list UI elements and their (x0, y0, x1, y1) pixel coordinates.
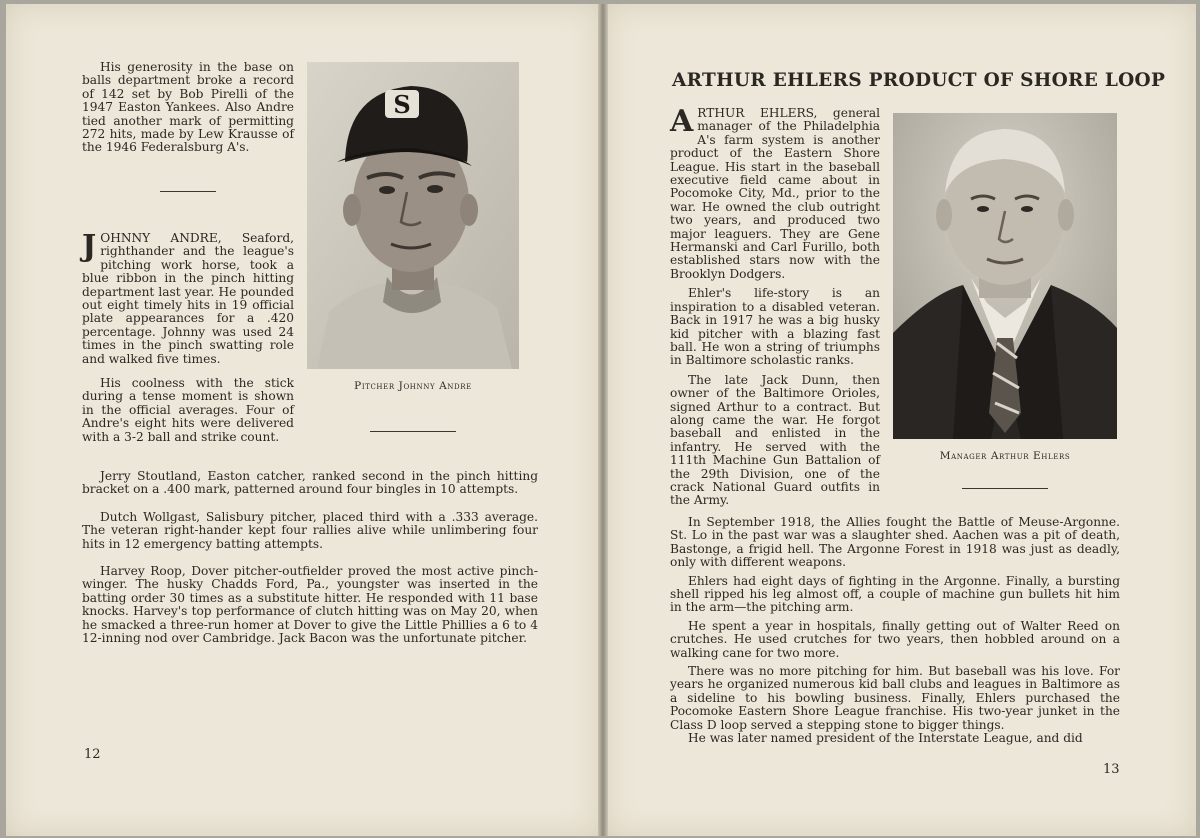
generosity-paragraph: His generosity in the base on balls department broke a record of 142 set by Bob Pirelli of the 1947 Easton Yankees. Also Andre tied another mark of permitting 272 hits, made by Lew Krausse of the 1946 Federalsburg A's. (82, 60, 294, 155)
caption-divider-right (962, 488, 1048, 489)
book-gutter (598, 4, 608, 836)
page-number-left: 12 (84, 747, 101, 762)
arthur-ehlers-photo (893, 113, 1117, 439)
right-page-body: In September 1918, the Allies fought the Battle of Meuse-Argonne. St. Lo in the past war was a slaughter shed. Aachen was a pit of death, Bastonge, a frigid hell. The Argonne Forest in 1918 was just as deadly, only with different weapons. Ehlers had eight days of fighting in the Argonne. Finally, a bursting shell ripped his leg almost off, a couple of machine gun bullets hit him in the arm—the pitching arm. He spent a year in hospitals, finally getting out of Walter Reed on crutches. He used crutches for two years, then hobbled around on a walking cane for two more. There was no more pitching for him. But baseball was his love. For years he organized numerous kid ball clubs and leagues in Baltimore as a sideline to his bowling business. Finally, Ehlers purchased the Pocomoke Eastern Shore League franchise. His two-year junket in the Class D loop served a stepping stone to bigger things. He was later named president of the Interstate League, and did (670, 515, 1120, 746)
johnny-andre-photo (307, 62, 519, 369)
andre-photo-caption: Pitcher Johnny Andre (354, 380, 472, 392)
page-number-right: 13 (1103, 762, 1120, 777)
section-divider (160, 191, 216, 192)
ehlers-photo-caption: Manager Arthur Ehlers (939, 450, 1071, 462)
article-headline: ARTHUR EHLERS PRODUCT OF SHORE LOOP (672, 70, 1166, 91)
ehlers-intro-column: ARTHUR EHLERS, general manager of the Philadelphia A's farm system is another product of the Eastern Shore League. His start in the baseball executive field came about in Pocomoke City, Md., prior to the war. He owned the club outright two years, and produced two major leaguers. They are Gene Hermanski and Carl Furillo, both established stars now with the Brooklyn Dodgers. Ehler's life-story is an inspiration to a disabled veteran. Back in 1917 he was a big husky kid pitcher with a blazing fast ball. He won a string of triumphs in Baltimore scholastic ranks. The late Jack Dunn, then owner of the Baltimore Orioles, signed Arthur to a contract. But along came the war. He forgot baseball and enlisted in the infantry. He served with the 111th Machine Gun Battalion of the 29th Division, one of the crack National Guard outfits in the Army. (670, 104, 880, 508)
left-page-body: Jerry Stoutland, Easton catcher, ranked second in the pinch hitting bracket on a .400 mark, patterned around four bingles in 10 attempts. Dutch Wollgast, Salisbury pitcher, placed third with a .333 average. The veteran right-hander kept four rallies alive while unlimbering four hits in 12 emergency batting attempts. Harvey Roop, Dover pitcher-outfielder proved the most active pinch-winger. The husky Chadds Ford, Pa., youngster was inserted in the batting order 30 times as a substitute hitter. He responded with 11 base knocks. Harvey's top performance of clutch hitting was on May 20, when he smacked a three-run homer at Dover to give the Little Phillies a 6 to 4 12-inning nod over Cambridge. Jack Bacon was the unfortunate pitcher. (82, 469, 538, 646)
andre-paragraph: JOHNNY ANDRE, Seaford, righthander and the league's pitching work horse, took a blue ribbon in the pinch hitting department last year. He pounded out eight timely hits in 19 official plate appearances for a .420 percentage. Johnny was used 24 times in the pinch swatting role and walked five times. (82, 229, 294, 366)
drop-cap-a: A (670, 104, 694, 139)
cap-letter-s: S (393, 90, 411, 119)
drop-cap-j: J (82, 229, 97, 264)
coolness-paragraph: His coolness with the stick during a tense moment is shown in the official averages. Four of Andre's eight hits were delivered with a 3-2 ball and strike count. (82, 376, 294, 444)
caption-divider (370, 431, 456, 432)
